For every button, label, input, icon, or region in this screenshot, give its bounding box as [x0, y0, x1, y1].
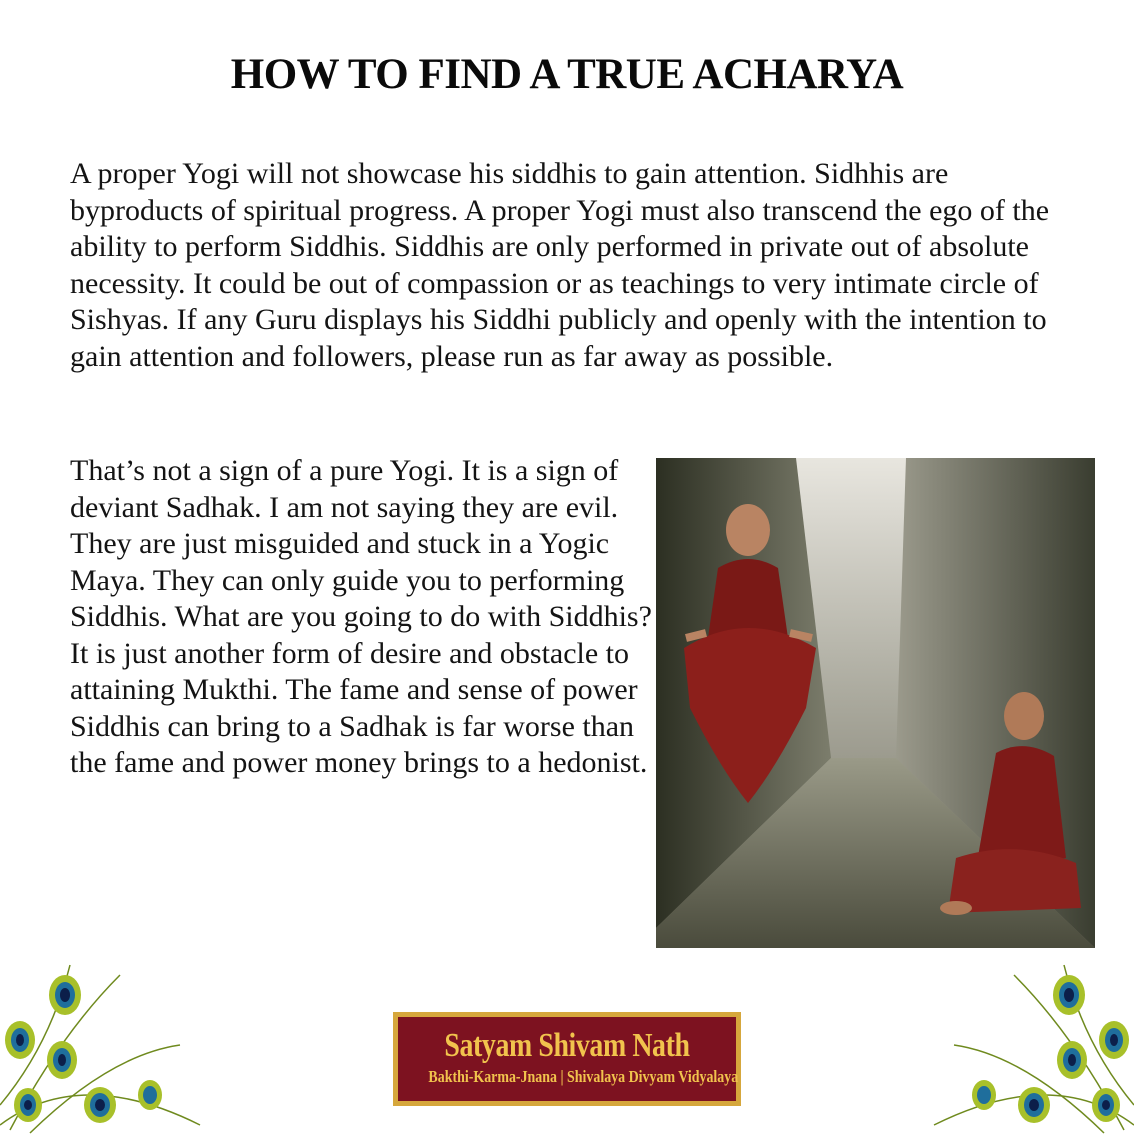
body-paragraph-2: That’s not a sign of a pure Yogi. It is a sign of deviant Sadhak. I am not saying they are evil. They are just misguided and stuck in a Yogic Maya. They can only guide you to performing Siddhis. What are you going to do with Siddhis? It is just another form of desire and obstacle to attaining Mukthi. The fame and sense of power Siddhis can bring to a Sadhak is far worse than the fame and power money brings to a hedonist. [70, 454, 652, 779]
peacock-feather-icon [919, 955, 1134, 1138]
levitating-monk-photo [656, 458, 1095, 948]
peacock-feather-icon [0, 955, 215, 1138]
brand-logo [393, 1012, 741, 1106]
logo-name: Satyam Shivam Nath [444, 1027, 690, 1064]
page-title: HOW TO FIND A TRUE ACHARYA [230, 51, 904, 98]
logo-tagline: Bakthi-Karma-Jnana | Shivalaya Divyam Vidyalaya [428, 1067, 739, 1086]
body-paragraph-1: A proper Yogi will not showcase his siddhis to gain attention. Sidhhis are byproducts of spiritual progress. A proper Yogi must also transcend the ego of the ability to perform Siddhis. Siddhis are only performed in private out of absolute necessity. It could be out of compassion or as teachings to very intimate circle of Sishyas. If any Guru displays his Siddhi publicly and openly with the intention to gain attention and followers, please run as far away as possible. [70, 157, 1050, 373]
